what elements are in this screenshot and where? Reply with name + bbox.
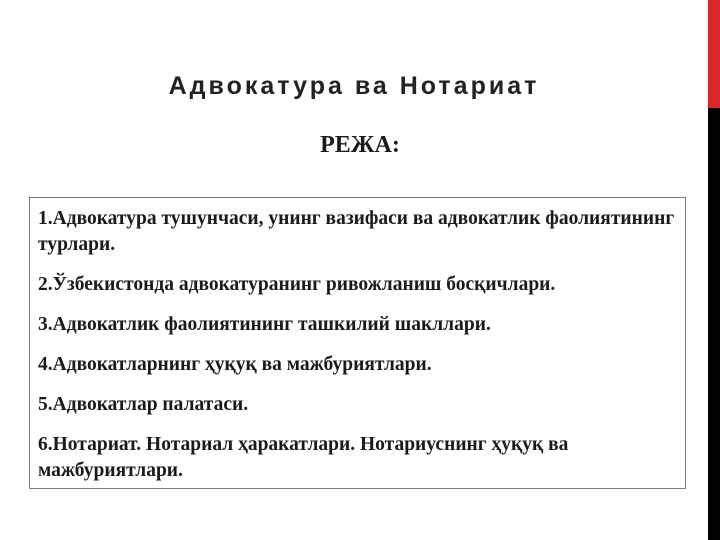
plan-item-4: 4.Адвокатларнинг ҳуқуқ ва мажбуриятлари.: [38, 354, 432, 375]
plan-item-1: 1.Адвокатура тушунчаси, унинг вазифаси ва адвокатлик фаолиятининг турлари.: [38, 208, 675, 255]
plan-heading: РЕЖА:: [320, 132, 400, 158]
plan-item-2: 2.Ўзбекистонда адвокатуранинг ривожланиш босқичлари.: [38, 274, 556, 295]
plan-item-6: 6.Нотариат. Нотариал ҳаракатлари. Нотариуснинг ҳуқуқ ва мажбуриятлари.: [38, 434, 569, 481]
plan-box: [29, 197, 686, 489]
plan-item-3: 3.Адвокатлик фаолиятининг ташкилий шакллари.: [38, 314, 491, 335]
side-accent-bar: [708, 0, 720, 540]
side-accent-red: [708, 0, 720, 108]
plan-item-5: 5.Адвокатлар палатаси.: [38, 394, 249, 415]
side-accent-black: [708, 108, 720, 540]
slide-title: Адвокатура ва Нотариат: [168, 72, 540, 100]
plan-list: [38, 206, 677, 484]
